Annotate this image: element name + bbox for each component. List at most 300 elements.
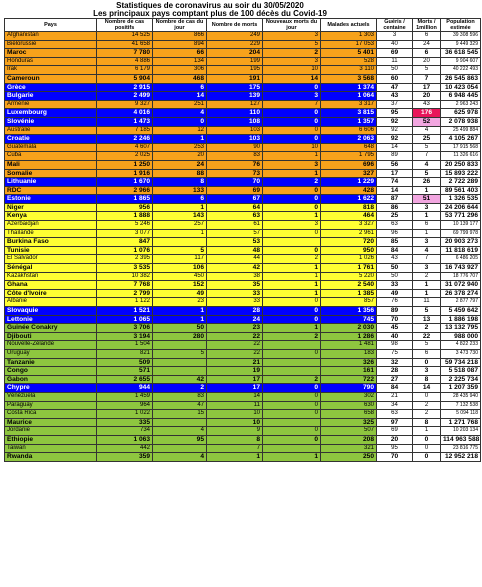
cell-country: Bulgarie: [5, 92, 97, 101]
col-header-new-deaths: Nouveaux morts du jour: [263, 19, 321, 32]
cell-deaths: 249: [207, 32, 263, 41]
cell-active-cases: 5 401: [321, 49, 377, 58]
col-header-positive-cases: Nombre de cas positifs: [97, 19, 153, 32]
cell-daily-cases: 50: [153, 324, 207, 333]
cell-positive-cases: 4 886: [97, 57, 153, 66]
cell-deaths: 23: [207, 324, 263, 333]
cell-positive-cases: 7 185: [97, 126, 153, 135]
cell-active-cases: 302: [321, 392, 377, 401]
cell-deaths: 33: [207, 289, 263, 298]
cell-recovered-pct: 17: [377, 169, 413, 178]
cell-daily-cases: 83: [153, 392, 207, 401]
cell-population: 2 963 243: [441, 100, 481, 109]
cell-daily-cases: 42: [153, 375, 207, 384]
cell-population: 9 904 607: [441, 57, 481, 66]
cell-population: 10 423 054: [441, 83, 481, 92]
cell-population: 24 206 644: [441, 203, 481, 212]
cell-deaths-per-million: 20: [413, 92, 441, 101]
cell-country: Niger: [5, 203, 97, 212]
cell-active-cases: 745: [321, 315, 377, 324]
cell-active-cases: 17 053: [321, 40, 377, 49]
cell-country: Honduras: [5, 57, 97, 66]
cell-population: 2 722 289: [441, 178, 481, 187]
cell-deaths-per-million: 4: [413, 126, 441, 135]
cell-active-cases: 3 568: [321, 74, 377, 83]
table-row: [5, 427, 481, 436]
cell-positive-cases: 5 246: [97, 221, 153, 230]
cell-daily-cases: 1: [153, 135, 207, 144]
cell-active-cases: 658: [321, 410, 377, 419]
cell-deaths-per-million: 5: [413, 143, 441, 152]
cell-population: 10 203 134: [441, 427, 481, 436]
cell-new-deaths: 3: [263, 160, 321, 169]
cell-deaths-per-million: 5: [413, 169, 441, 178]
cell-country: Azerbaidjan: [5, 221, 97, 230]
cell-country: Nouvelle-Zélande: [5, 341, 97, 350]
cell-positive-cases: 4 016: [97, 109, 153, 118]
cell-recovered-pct: 76: [377, 298, 413, 307]
cell-active-cases: 2 540: [321, 281, 377, 290]
cell-population: 13 132 795: [441, 324, 481, 333]
cell-new-deaths: 1: [263, 212, 321, 221]
cell-deaths-per-million: 2: [413, 324, 441, 333]
cell-deaths: 8: [207, 435, 263, 444]
cell-active-cases: 3 110: [321, 66, 377, 75]
cell-deaths-per-million: 2: [413, 272, 441, 281]
cell-population: 18 776 707: [441, 272, 481, 281]
cell-population: 6 948 445: [441, 92, 481, 101]
cell-positive-cases: 1 916: [97, 169, 153, 178]
table-row: [5, 392, 481, 401]
cell-recovered-pct: 28: [377, 367, 413, 376]
sheet-title: Statistiques de coronavirus au soir du 30/05/2020: [116, 1, 304, 10]
cell-positive-cases: 2 499: [97, 92, 153, 101]
cell-deaths-per-million: 1: [413, 212, 441, 221]
cell-country: Arménie: [5, 100, 97, 109]
table-row: [5, 126, 481, 135]
cell-country: Uruguay: [5, 349, 97, 358]
table-row: [5, 186, 481, 195]
cell-daily-cases: 134: [153, 57, 207, 66]
cell-positive-cases: 1 504: [97, 341, 153, 350]
cell-positive-cases: 1 076: [97, 246, 153, 255]
table-row: [5, 212, 481, 221]
cell-deaths-per-million: 52: [413, 117, 441, 126]
cell-deaths: 44: [207, 255, 263, 264]
cell-country: Ghana: [5, 281, 97, 290]
cell-deaths: 204: [207, 49, 263, 58]
cell-positive-cases: 335: [97, 418, 153, 427]
cell-country: Guatemala: [5, 143, 97, 152]
cell-population: 26 545 863: [441, 74, 481, 83]
cell-population: 1 886 198: [441, 315, 481, 324]
cell-population: 1 326 535: [441, 195, 481, 204]
table-row: [5, 152, 481, 161]
cell-deaths-per-million: 24: [413, 40, 441, 49]
cell-daily-cases: 6: [153, 195, 207, 204]
cell-recovered-pct: 97: [377, 418, 413, 427]
cell-new-deaths: 0: [263, 435, 321, 444]
cell-daily-cases: 106: [153, 264, 207, 273]
cell-deaths: 1: [207, 453, 263, 462]
cell-deaths: 22: [207, 332, 263, 341]
cell-daily-cases: 5: [153, 246, 207, 255]
cell-population: 69 799 978: [441, 229, 481, 238]
cell-recovered-pct: 56: [377, 160, 413, 169]
cell-deaths-per-million: 17: [413, 83, 441, 92]
cell-new-deaths: 7: [263, 100, 321, 109]
cell-population: 28 435 940: [441, 392, 481, 401]
cell-active-cases: 790: [321, 384, 377, 393]
cell-daily-cases: 47: [153, 401, 207, 410]
cell-new-deaths: 0: [263, 135, 321, 144]
cell-recovered-pct: 25: [377, 212, 413, 221]
cell-deaths: 21: [207, 358, 263, 367]
cell-positive-cases: 3 077: [97, 229, 153, 238]
table-row: [5, 229, 481, 238]
cell-deaths: 127: [207, 100, 263, 109]
cell-recovered-pct: 70: [377, 453, 413, 462]
cell-active-cases: 507: [321, 427, 377, 436]
cell-deaths: 67: [207, 195, 263, 204]
cell-daily-cases: 253: [153, 143, 207, 152]
cell-daily-cases: [153, 367, 207, 376]
cell-deaths-per-million: 43: [413, 100, 441, 109]
cell-deaths: 53: [207, 238, 263, 247]
cell-positive-cases: 821: [97, 349, 153, 358]
table-row: [5, 444, 481, 453]
cell-deaths-per-million: 1: [413, 186, 441, 195]
col-header-population: Population estimée: [441, 19, 481, 32]
cell-deaths-per-million: 8: [413, 375, 441, 384]
cell-new-deaths: 3: [263, 221, 321, 230]
table-row: [5, 255, 481, 264]
cell-deaths-per-million: 6: [413, 32, 441, 41]
cell-population: 39 308 596: [441, 32, 481, 41]
cell-active-cases: 1 385: [321, 289, 377, 298]
cell-deaths: 64: [207, 203, 263, 212]
cell-population: 1 271 768: [441, 418, 481, 427]
cell-deaths: 70: [207, 178, 263, 187]
table-row: [5, 100, 481, 109]
cell-population: 40 222 493: [441, 66, 481, 75]
cell-deaths-per-million: 14: [413, 384, 441, 393]
table-row: [5, 178, 481, 187]
cell-new-deaths: 0: [263, 83, 321, 92]
cell-positive-cases: 944: [97, 384, 153, 393]
cell-recovered-pct: 63: [377, 221, 413, 230]
cell-positive-cases: 847: [97, 238, 153, 247]
cell-deaths-per-million: 25: [413, 135, 441, 144]
table-header-row: [5, 19, 481, 32]
table-row: [5, 169, 481, 178]
table-body: [5, 32, 481, 462]
cell-positive-cases: 1 250: [97, 160, 153, 169]
cell-deaths: 73: [207, 169, 263, 178]
cell-new-deaths: 0: [263, 186, 321, 195]
cell-deaths: 28: [207, 307, 263, 316]
cell-country: Tanzanie: [5, 358, 97, 367]
cell-country: Guinée Conakry: [5, 324, 97, 333]
cell-positive-cases: 1 521: [97, 307, 153, 316]
cell-country: Gabon: [5, 375, 97, 384]
cell-deaths: 7: [207, 444, 263, 453]
cell-recovered-pct: 95: [377, 109, 413, 118]
cell-new-deaths: 0: [263, 410, 321, 419]
table-row: [5, 298, 481, 307]
table-row: [5, 135, 481, 144]
table-row: [5, 117, 481, 126]
cell-active-cases: 1 481: [321, 341, 377, 350]
table-row: [5, 238, 481, 247]
cell-deaths-per-million: 3: [413, 264, 441, 273]
cell-recovered-pct: 92: [377, 126, 413, 135]
cell-positive-cases: 1 065: [97, 315, 153, 324]
cell-deaths-per-million: 4: [413, 160, 441, 169]
cell-positive-cases: 10 382: [97, 272, 153, 281]
cell-recovered-pct: 96: [377, 229, 413, 238]
cell-deaths-per-million: 2: [413, 401, 441, 410]
cell-daily-cases: 251: [153, 100, 207, 109]
cell-positive-cases: 509: [97, 358, 153, 367]
cell-positive-cases: 3 535: [97, 264, 153, 273]
cell-active-cases: 161: [321, 367, 377, 376]
cell-daily-cases: 1: [153, 307, 207, 316]
cell-population: 7 132 538: [441, 401, 481, 410]
cell-recovered-pct: 69: [377, 427, 413, 436]
cell-deaths: 110: [207, 109, 263, 118]
cell-population: 11 326 616: [441, 152, 481, 161]
cell-daily-cases: 1: [153, 229, 207, 238]
cell-deaths-per-million: 0: [413, 392, 441, 401]
cell-recovered-pct: 84: [377, 384, 413, 393]
cell-daily-cases: 88: [153, 169, 207, 178]
cell-country: Costa Rica: [5, 410, 97, 419]
cell-active-cases: 818: [321, 203, 377, 212]
table-row: [5, 66, 481, 75]
cell-country: Burkina Faso: [5, 238, 97, 247]
cell-active-cases: 3 317: [321, 100, 377, 109]
cell-new-deaths: [263, 358, 321, 367]
cell-new-deaths: 0: [263, 117, 321, 126]
cell-deaths: 63: [207, 212, 263, 221]
cell-new-deaths: 1: [263, 281, 321, 290]
cell-deaths-per-million: 6: [413, 349, 441, 358]
cell-daily-cases: 14: [153, 92, 207, 101]
cell-population: 6 486 205: [441, 255, 481, 264]
col-header-deaths: Nombre de morts: [207, 19, 263, 32]
covid-table: [4, 18, 481, 462]
cell-deaths: 195: [207, 66, 263, 75]
cell-population: 2 078 938: [441, 117, 481, 126]
cell-new-deaths: 10: [263, 66, 321, 75]
cell-deaths-per-million: 3: [413, 367, 441, 376]
table-row: [5, 367, 481, 376]
cell-country: Tunisie: [5, 246, 97, 255]
cell-recovered-pct: 47: [377, 83, 413, 92]
cell-population: 17 915 568: [441, 143, 481, 152]
cell-recovered-pct: 27: [377, 375, 413, 384]
cell-daily-cases: 4: [153, 109, 207, 118]
cell-daily-cases: 95: [153, 435, 207, 444]
cell-deaths: 48: [207, 246, 263, 255]
cell-country: Afghanistan: [5, 32, 97, 41]
cell-positive-cases: 14 525: [97, 32, 153, 41]
cell-deaths-per-million: 4: [413, 246, 441, 255]
cell-country: Kenya: [5, 212, 97, 221]
cell-daily-cases: 468: [153, 74, 207, 83]
cell-deaths-per-million: 7: [413, 74, 441, 83]
cell-country: Estonie: [5, 195, 97, 204]
cell-daily-cases: 117: [153, 255, 207, 264]
cell-deaths: 17: [207, 375, 263, 384]
cell-country: Jordanie: [5, 427, 97, 436]
cell-country: Slovénie: [5, 117, 97, 126]
cell-positive-cases: 2 655: [97, 375, 153, 384]
cell-recovered-pct: 11: [377, 57, 413, 66]
cell-new-deaths: 1: [263, 272, 321, 281]
cell-country: Lettonie: [5, 315, 97, 324]
cell-recovered-pct: 40: [377, 332, 413, 341]
cell-deaths-per-million: 3: [413, 203, 441, 212]
cell-country: Djibouti: [5, 332, 97, 341]
table-row: [5, 109, 481, 118]
cell-daily-cases: [153, 341, 207, 350]
cell-new-deaths: 0: [263, 349, 321, 358]
cell-deaths-per-million: 1: [413, 289, 441, 298]
cell-deaths: 22: [207, 349, 263, 358]
cell-population: 4 822 233: [441, 341, 481, 350]
cell-population: 988 000: [441, 332, 481, 341]
cell-deaths: 10: [207, 410, 263, 419]
table-row: [5, 341, 481, 350]
cell-country: RDC: [5, 186, 97, 195]
cell-daily-cases: 15: [153, 410, 207, 419]
cell-new-deaths: [263, 418, 321, 427]
cell-daily-cases: 0: [153, 117, 207, 126]
cell-country: Rwanda: [5, 453, 97, 462]
cell-recovered-pct: 50: [377, 272, 413, 281]
cell-population: 2 877 797: [441, 298, 481, 307]
cell-new-deaths: 1: [263, 324, 321, 333]
cell-deaths: 108: [207, 117, 263, 126]
sheet-subtitle: Les principaux pays comptant plus de 100 décès du Covid-19: [93, 9, 327, 18]
cell-country: Irak: [5, 66, 97, 75]
cell-recovered-pct: 98: [377, 341, 413, 350]
cell-active-cases: 1 064: [321, 92, 377, 101]
cell-country: Thaïlande: [5, 229, 97, 238]
cell-country: Congo: [5, 367, 97, 376]
cell-deaths-per-million: 6: [413, 49, 441, 58]
cell-new-deaths: 0: [263, 315, 321, 324]
cell-positive-cases: 1 063: [97, 435, 153, 444]
cell-new-deaths: 1: [263, 152, 321, 161]
cell-new-deaths: 0: [263, 126, 321, 135]
cell-active-cases: 720: [321, 238, 377, 247]
cell-daily-cases: 1: [153, 203, 207, 212]
cell-deaths: 229: [207, 40, 263, 49]
cell-daily-cases: 6: [153, 83, 207, 92]
cell-deaths-per-million: 6: [413, 221, 441, 230]
cell-country: Maroc: [5, 49, 97, 58]
cell-daily-cases: 23: [153, 298, 207, 307]
table-row: [5, 281, 481, 290]
cell-deaths-per-million: 8: [413, 418, 441, 427]
cell-new-deaths: 3: [263, 92, 321, 101]
cell-deaths: 11: [207, 401, 263, 410]
cell-new-deaths: 10: [263, 143, 321, 152]
table-row: [5, 143, 481, 152]
cell-new-deaths: 5: [263, 40, 321, 49]
table-row: [5, 384, 481, 393]
cell-deaths-per-million: 7: [413, 152, 441, 161]
cell-new-deaths: [263, 341, 321, 350]
table-row: [5, 203, 481, 212]
cell-daily-cases: 5: [153, 349, 207, 358]
cell-deaths-per-million: 20: [413, 57, 441, 66]
cell-active-cases: 648: [321, 143, 377, 152]
cell-new-deaths: 3: [263, 32, 321, 41]
col-header-daily-cases: Nombre de cas du jour: [153, 19, 207, 32]
cell-active-cases: 183: [321, 349, 377, 358]
table-row: [5, 272, 481, 281]
cell-recovered-pct: 40: [377, 40, 413, 49]
cell-recovered-pct: 95: [377, 444, 413, 453]
cell-active-cases: 1 374: [321, 83, 377, 92]
cell-daily-cases: 133: [153, 186, 207, 195]
cell-recovered-pct: 85: [377, 238, 413, 247]
cell-daily-cases: [153, 444, 207, 453]
cell-country: Paraguay: [5, 401, 97, 410]
cell-new-deaths: 2: [263, 49, 321, 58]
cell-deaths-per-million: 11: [413, 298, 441, 307]
cell-deaths: 76: [207, 160, 263, 169]
cell-new-deaths: 1: [263, 264, 321, 273]
cell-population: 31 072 940: [441, 281, 481, 290]
cell-recovered-pct: 60: [377, 74, 413, 83]
cell-active-cases: 1 761: [321, 264, 377, 273]
cell-population: 23 816 775: [441, 444, 481, 453]
cell-daily-cases: 143: [153, 212, 207, 221]
cell-population: 89 561 403: [441, 186, 481, 195]
cell-positive-cases: 2 966: [97, 186, 153, 195]
cell-daily-cases: [153, 238, 207, 247]
cell-positive-cases: 1 022: [97, 410, 153, 419]
cell-active-cases: 5 220: [321, 272, 377, 281]
cell-daily-cases: 450: [153, 272, 207, 281]
cell-positive-cases: 4 607: [97, 143, 153, 152]
cell-deaths: 139: [207, 92, 263, 101]
cell-positive-cases: 3 194: [97, 332, 153, 341]
cell-deaths-per-million: 5: [413, 307, 441, 316]
cell-deaths-per-million: 1: [413, 229, 441, 238]
cell-new-deaths: [263, 238, 321, 247]
cell-positive-cases: 442: [97, 444, 153, 453]
cell-positive-cases: 2 025: [97, 152, 153, 161]
cell-recovered-pct: 37: [377, 100, 413, 109]
cell-recovered-pct: 63: [377, 410, 413, 419]
cell-new-deaths: [263, 444, 321, 453]
cell-positive-cases: 6 179: [97, 66, 153, 75]
cell-positive-cases: 7 780: [97, 49, 153, 58]
cell-active-cases: 208: [321, 435, 377, 444]
cell-deaths: 33: [207, 298, 263, 307]
cell-country: Ethiopie: [5, 435, 97, 444]
cell-new-deaths: 0: [263, 298, 321, 307]
cell-country: Taiwan: [5, 444, 97, 453]
col-header-deaths-per-million: Morts / 1million: [413, 19, 441, 32]
cell-recovered-pct: 32: [377, 358, 413, 367]
